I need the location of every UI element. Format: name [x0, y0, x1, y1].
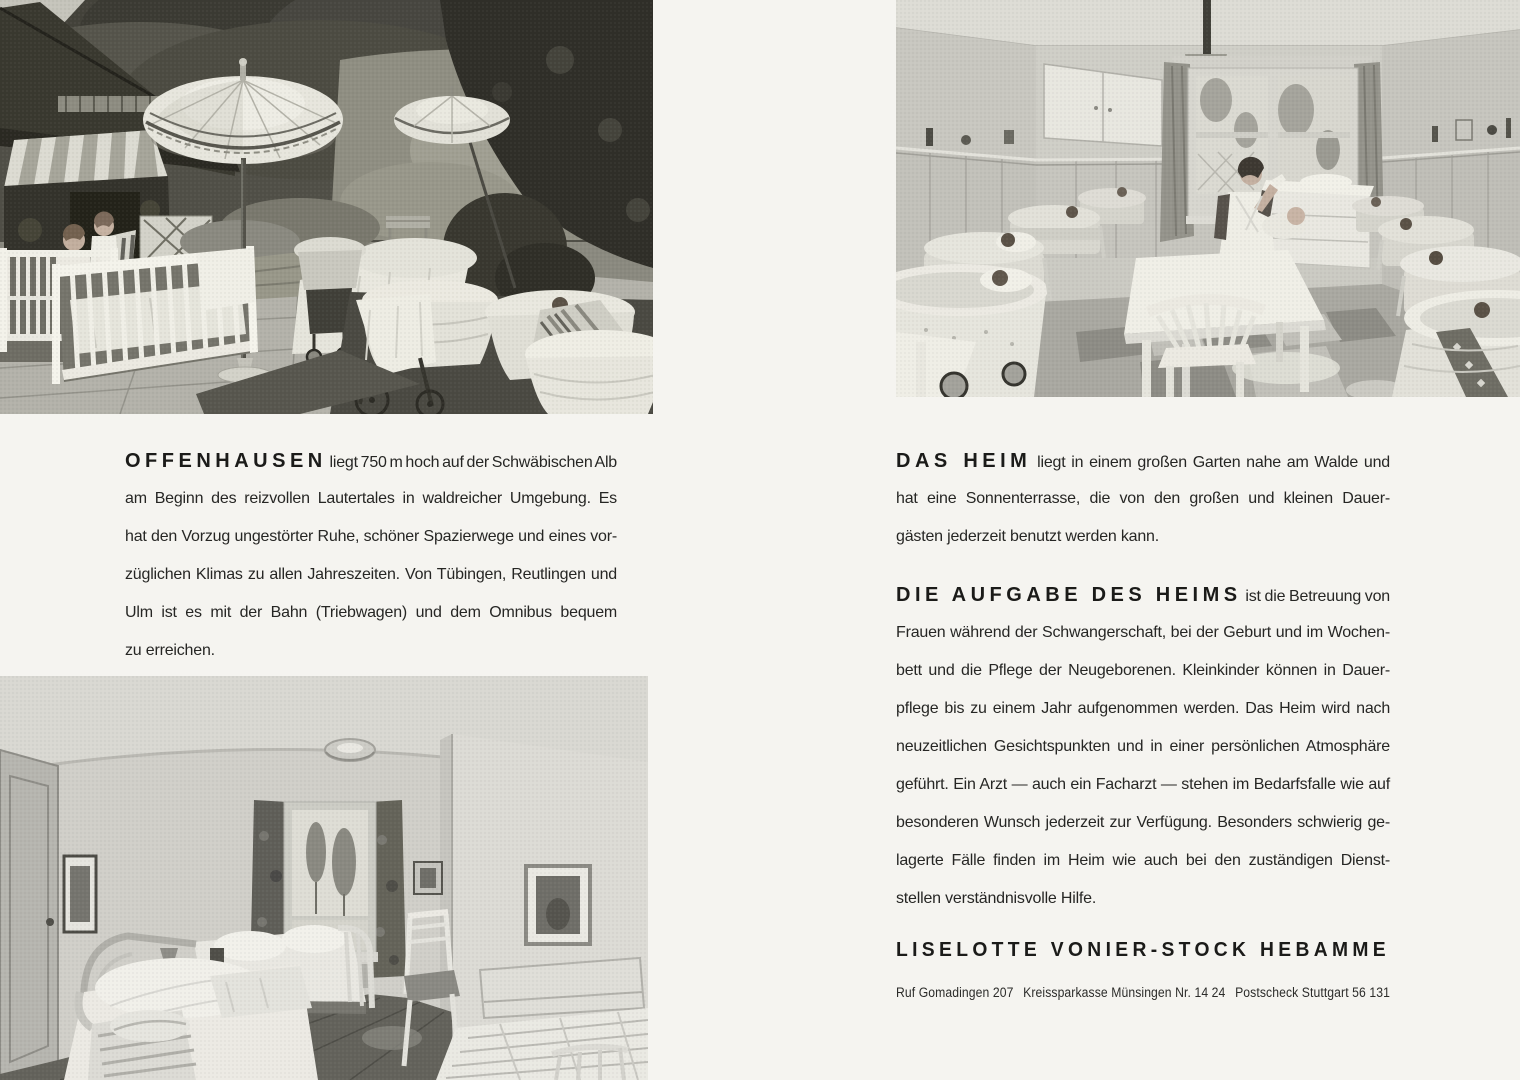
text-line: Ulm ist es mit der Bahn (Triebwagen) und dem Omnibus bequem: [125, 604, 618, 621]
text-line: geführt. Ein Arzt — auch ein Facharzt — stehen im Bedarfsfalle wie auf: [896, 776, 1390, 793]
text-line: LISELOTTE VONIER-STOCK HEBAMME: [896, 939, 1390, 961]
text-line: stellen verständnisvolle Hilfe.: [896, 890, 1097, 907]
text-line: gästen jederzeit benutzt werden kann.: [896, 528, 1159, 545]
line-text: liegt in einem großen Garten nahe am Walde und: [1037, 454, 1390, 471]
text-line: lagerte Fälle finden im Heim wie auch bei den zuständigen Dienst-: [896, 852, 1390, 869]
paragraph-das-heim: [896, 442, 1390, 556]
text-line: neuzeitlichen Gesichtspunkten und in einer persönlichen Atmosphäre: [896, 738, 1390, 755]
text-line: züglichen Klimas zu allen Jahreszeiten. Von Tübingen, Reutlingen und: [125, 566, 617, 583]
text-line: hat eine Sonnenterrasse, die von den großen und kleinen Dauer-: [896, 490, 1390, 507]
lead-aufgabe: DIE AUFGABE DES HEIMS: [896, 584, 1242, 606]
text-line: am Beginn des reizvollen Lautertales in waldreicher Umgebung. Es: [125, 490, 617, 507]
text-line: pflege bis zu einem Jahr aufgenommen werden. Das Heim wird nach: [896, 700, 1391, 717]
photo-bedroom: [0, 676, 648, 1080]
line-text: liegt 750 m hoch auf der Schwäbischen Alb: [329, 454, 617, 471]
text-line: Frauen während der Schwangerschaft, bei der Geburt und im Wochen-: [896, 624, 1390, 641]
line-text: ist die Betreuung von: [1245, 588, 1390, 605]
paragraph-offenhausen: [125, 442, 617, 670]
paragraph-aufgabe: [896, 576, 1390, 918]
lead-offenhausen: OFFENHAUSEN: [125, 450, 327, 472]
text-line: [896, 576, 1390, 614]
business-name: [896, 933, 1390, 967]
text-line: hat den Vorzug ungestörter Ruhe, schöner Spazierwege und eines vor-: [125, 528, 617, 545]
lead-das-heim: DAS HEIM: [896, 450, 1032, 472]
photo-garden-terrace: [0, 0, 653, 414]
text-line: [125, 442, 617, 480]
text-line: besonderen Wunsch jederzeit zur Verfügung. Besonders schwierig ge-: [896, 814, 1390, 831]
contact-line: [896, 978, 1390, 1008]
text-line: [896, 442, 1390, 480]
text-line: Ruf Gomadingen 207 Kreissparkasse Münsingen Nr. 14 24 Postscheck Stuttgart 56 131: [896, 985, 1390, 1000]
text-line: zu erreichen.: [125, 642, 215, 659]
photo-nursery-room: [896, 0, 1520, 397]
text-line: bett und die Pflege der Neugeborenen. Kleinkinder können in Dauer-: [896, 662, 1390, 679]
